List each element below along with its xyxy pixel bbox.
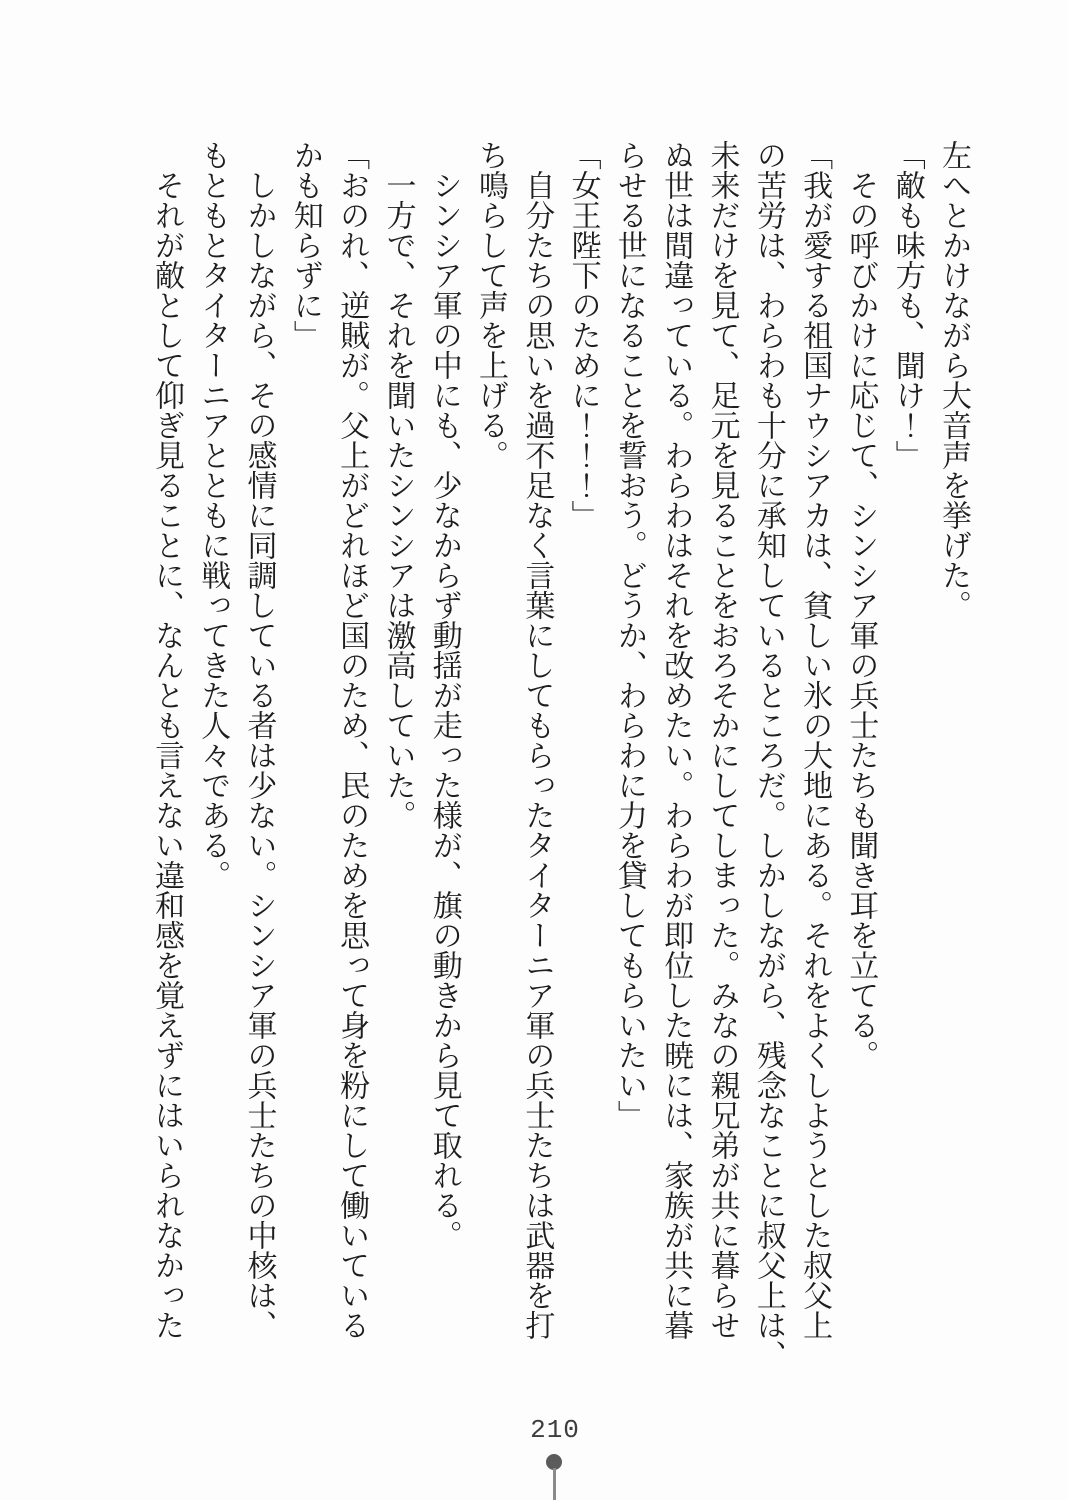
page-footer [0, 1415, 1068, 1500]
text-column: 「おのれ、逆賊が。父上がどれほど国のため、民のためを思って身を粉にして働いている [335, 140, 369, 1340]
text-column: もともとタイターニアとともに戦ってきた人々である。 [196, 140, 230, 890]
text-column: の苦労は、わらわも十分に承知しているところだ。しかしながら、残念なことに叔父上は、 [751, 140, 785, 1370]
page-text [136, 140, 976, 1370]
bullet-line-ornament [0, 1415, 1068, 1500]
text-column: らせる世になることを誓おう。どうか、わらわに力を貸してもらいたい」 [612, 140, 646, 1130]
text-column: 「敵も味方も、聞け！」 [890, 140, 924, 470]
text-column: かも知らずに」 [288, 140, 322, 350]
text-column: ち鳴らして声を上げる。 [474, 140, 508, 470]
text-column: ぬ世は間違っている。わらわはそれを改めたい。わらわが即位した暁には、家族が共に暮 [659, 140, 693, 1340]
text-column: 「女王陛下のために！！！」 [566, 140, 600, 530]
page-number: 210 [530, 1415, 580, 1445]
text-column: 未来だけを見て、足元を見ることをおろそかにしてしまった。みなの親兄弟が共に暮らせ [705, 140, 739, 1340]
text-column: 左へとかけながら大音声を挙げた。 [937, 140, 970, 620]
text-column: シンシア軍の中にも、少なからず動揺が走った様が、旗の動きから見て取れる。 [427, 140, 461, 1250]
text-column: しかしながら、その感情に同調している者は少ない。シンシア軍の兵士たちの中核は、 [242, 140, 276, 1340]
text-column: 一方で、それを聞いたシンシアは激高していた。 [381, 140, 415, 830]
text-column: 「我が愛する祖国ナウシアカは、貧しい氷の大地にある。それをよくしようとした叔父上 [798, 140, 832, 1340]
text-column: それが敵として仰ぎ見ることに、なんとも言えない違和感を覚えずにはいられなかった [149, 140, 183, 1340]
text-column: 自分たちの思いを過不足なく言葉にしてもらったタイターニア軍の兵士たちは武器を打 [520, 140, 554, 1340]
text-column: その呼びかけに応じて、シンシア軍の兵士たちも聞き耳を立てる。 [844, 140, 878, 1070]
stem-line [553, 1468, 556, 1500]
